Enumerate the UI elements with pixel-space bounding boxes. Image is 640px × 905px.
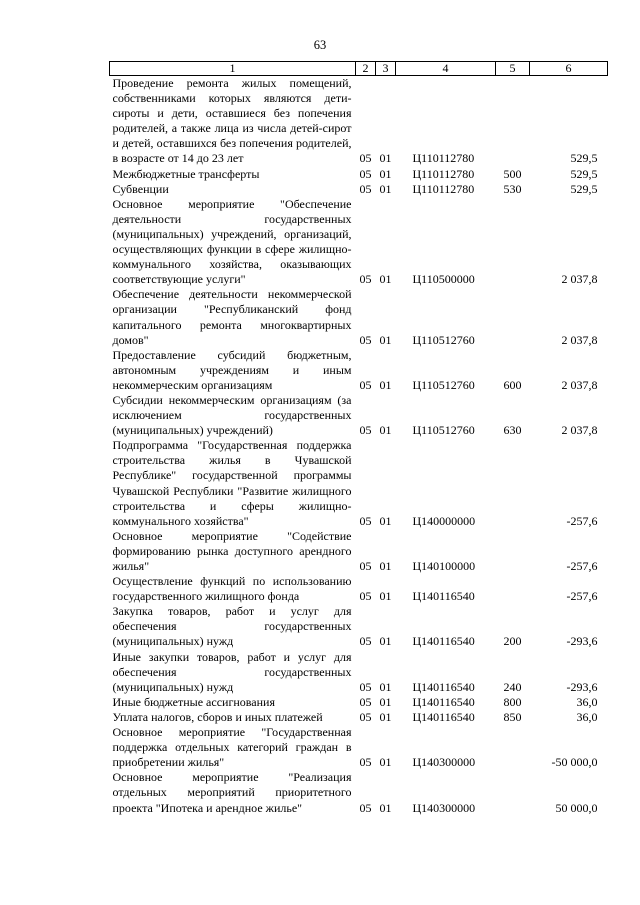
row-amount-cell: 2 037,8 bbox=[561, 377, 598, 392]
row-name-cell bbox=[110, 650, 356, 695]
row-name-cell bbox=[110, 695, 356, 710]
row-section-cell: 05 bbox=[359, 377, 372, 392]
table-row bbox=[110, 182, 608, 197]
row-target-article-cell: Ц140116540 bbox=[412, 679, 475, 694]
row-section-cell: 05 bbox=[359, 181, 372, 196]
row-name-text: Субсидии некоммерческим организациям (за исключением государственных (муниципальных) учреждений) bbox=[112, 392, 352, 438]
row-name-text: Основное мероприятие "Государственная поддержка отдельных категорий граждан в приобретении жилья" bbox=[112, 725, 352, 770]
row-amount-cell: -257,6 bbox=[566, 559, 598, 573]
row-subsection-cell: 01 bbox=[379, 151, 392, 166]
header-cell-name: 1 bbox=[110, 62, 356, 76]
row-amount-cell: -293,6 bbox=[566, 679, 598, 694]
row-name-cell bbox=[110, 167, 356, 182]
row-section-cell: 05 bbox=[359, 589, 372, 604]
row-subsection-cell: 01 bbox=[379, 800, 392, 815]
row-target-article-cell: Ц140116540 bbox=[412, 694, 475, 709]
row-target-article-cell: Ц140116540 bbox=[412, 589, 475, 604]
row-name-text: Подпрограмма "Государственная поддержка строительства жилья в Чувашской Республике" государственной программы Чувашской Республики "Развитие жилищного строительства и сферы жилищно-коммунального хозяйства" bbox=[112, 438, 352, 528]
row-expense-type-cell bbox=[496, 529, 530, 574]
table-row bbox=[110, 710, 608, 725]
row-name-text: Обеспечение деятельности некоммерческой организации "Республиканский фонд капитального ремонта многоквартирных домов" bbox=[112, 287, 352, 347]
header-cell-section: 2 bbox=[356, 62, 376, 76]
row-subsection-cell: 01 bbox=[379, 332, 392, 347]
row-expense-type-cell bbox=[496, 438, 530, 529]
row-section-cell: 05 bbox=[359, 800, 372, 815]
header-cell-target-article: 4 bbox=[396, 62, 496, 76]
row-subsection-cell: 01 bbox=[379, 181, 392, 196]
row-section-cell: 05 bbox=[359, 166, 372, 181]
row-expense-type-cell: 200 bbox=[503, 634, 522, 649]
table-row bbox=[110, 348, 608, 393]
row-name-text: Основное мероприятие "Содействие формированию рынка доступного арендного жилья" bbox=[112, 528, 352, 573]
row-name-cell bbox=[110, 182, 356, 197]
row-subsection-cell: 01 bbox=[379, 423, 392, 438]
row-section-cell: 05 bbox=[359, 151, 372, 166]
row-expense-type-cell: 530 bbox=[503, 181, 522, 196]
row-name-cell bbox=[110, 348, 356, 393]
row-target-article-cell: Ц140300000 bbox=[412, 755, 476, 770]
row-name-cell bbox=[110, 529, 356, 574]
row-subsection-cell: 01 bbox=[379, 694, 392, 709]
table-row bbox=[110, 438, 608, 529]
row-target-article-cell: Ц110112780 bbox=[412, 181, 475, 196]
row-subsection-cell: 01 bbox=[379, 589, 392, 604]
row-name-cell bbox=[110, 438, 356, 529]
row-name-cell bbox=[110, 574, 356, 604]
row-section-cell: 05 bbox=[359, 679, 372, 694]
row-name-text: Основное мероприятие "Обеспечение деятельности государственных (муниципальных) учреждений, организаций, осуществляющих функции в сфере жилищно-коммунального хозяйства, оказывающих соответствующие услуги" bbox=[112, 196, 352, 287]
row-amount-cell: 36,0 bbox=[576, 694, 598, 709]
row-section-cell: 05 bbox=[359, 513, 372, 528]
table-row bbox=[110, 287, 608, 347]
table-row bbox=[110, 76, 608, 167]
row-amount-cell: -257,6 bbox=[566, 513, 598, 528]
row-subsection-cell: 01 bbox=[379, 679, 392, 694]
table-header-row bbox=[110, 62, 608, 76]
header-cell-expense-type: 5 bbox=[496, 62, 530, 76]
row-subsection-cell: 01 bbox=[379, 634, 392, 649]
table-row bbox=[110, 650, 608, 695]
row-name-text: Закупка товаров, работ и услуг для обеспечения государственных (муниципальных) нужд bbox=[112, 604, 352, 649]
row-name-cell bbox=[110, 725, 356, 770]
row-amount-cell: 2 037,8 bbox=[561, 272, 598, 287]
table-row bbox=[110, 604, 608, 649]
row-target-article-cell: Ц110500000 bbox=[412, 272, 475, 287]
row-target-article-cell: Ц110112780 bbox=[412, 151, 475, 166]
row-section-cell: 05 bbox=[359, 694, 372, 709]
row-section-cell: 05 bbox=[359, 709, 372, 724]
row-expense-type-cell bbox=[496, 770, 530, 815]
row-expense-type-cell: 800 bbox=[503, 694, 522, 709]
row-amount-cell: -293,6 bbox=[566, 634, 598, 649]
row-name-cell bbox=[110, 770, 356, 815]
row-subsection-cell: 01 bbox=[379, 709, 392, 724]
budget-table bbox=[109, 61, 608, 816]
row-expense-type-cell: 850 bbox=[503, 709, 522, 724]
row-name-text: Проведение ремонта жилых помещений, собственниками которых являются дети-сироты и дети, оставшиеся без попечения родителей, а также лица из числа детей-сирот и детей, оставшихся без попечения родителей, в возрасте от 14 до 23 лет bbox=[112, 76, 352, 166]
row-section-cell: 05 bbox=[359, 559, 372, 573]
row-name-text: Предоставление субсидий бюджетным, автономным учреждениям и иным некоммерческим организациям bbox=[112, 347, 352, 392]
table-row bbox=[110, 770, 608, 815]
row-name-text: Субвенции bbox=[112, 181, 169, 196]
table-row bbox=[110, 197, 608, 288]
row-expense-type-cell: 240 bbox=[503, 679, 522, 694]
row-amount-cell: 50 000,0 bbox=[555, 800, 598, 815]
row-target-article-cell: Ц110112780 bbox=[412, 166, 475, 181]
row-name-cell bbox=[110, 287, 356, 347]
row-expense-type-cell: 630 bbox=[503, 423, 522, 438]
row-subsection-cell: 01 bbox=[379, 755, 392, 770]
row-expense-type-cell: 600 bbox=[503, 377, 522, 392]
row-name-cell bbox=[110, 197, 356, 288]
row-amount-cell: 2 037,8 bbox=[561, 423, 598, 438]
row-target-article-cell: Ц140000000 bbox=[412, 513, 476, 528]
row-section-cell: 05 bbox=[359, 634, 372, 649]
row-subsection-cell: 01 bbox=[379, 559, 392, 573]
row-amount-cell: 529,5 bbox=[570, 166, 598, 181]
row-target-article-cell: Ц140300000 bbox=[412, 800, 476, 815]
header-cell-amount: 6 bbox=[530, 62, 608, 76]
table-row bbox=[110, 529, 608, 574]
row-amount-cell: -257,6 bbox=[566, 589, 598, 604]
row-name-text: Иные бюджетные ассигнования bbox=[112, 694, 275, 709]
row-target-article-cell: Ц140116540 bbox=[412, 709, 475, 724]
row-amount-cell: 2 037,8 bbox=[561, 332, 598, 347]
table-body bbox=[110, 76, 608, 816]
row-target-article-cell: Ц110512760 bbox=[412, 377, 475, 392]
row-section-cell: 05 bbox=[359, 423, 372, 438]
page-number: 63 bbox=[313, 38, 327, 52]
table-row bbox=[110, 695, 608, 710]
row-expense-type-cell bbox=[496, 76, 530, 167]
row-amount-cell: -50 000,0 bbox=[551, 755, 598, 770]
row-amount-cell: 529,5 bbox=[570, 181, 598, 196]
row-name-cell bbox=[110, 76, 356, 167]
row-name-cell bbox=[110, 393, 356, 438]
row-target-article-cell: Ц110512760 bbox=[412, 332, 475, 347]
row-target-article-cell: Ц110512760 bbox=[412, 423, 475, 438]
row-name-cell bbox=[110, 604, 356, 649]
row-expense-type-cell bbox=[496, 725, 530, 770]
row-section-cell: 05 bbox=[359, 332, 372, 347]
row-name-text: Иные закупки товаров, работ и услуг для обеспечения государственных (муниципальных) нужд bbox=[112, 649, 352, 694]
row-name-text: Осуществление функций по использованию государственного жилищного фонда bbox=[112, 574, 352, 604]
row-subsection-cell: 01 bbox=[379, 272, 392, 287]
row-name-cell bbox=[110, 710, 356, 725]
row-expense-type-cell bbox=[496, 197, 530, 288]
row-subsection-cell: 01 bbox=[379, 513, 392, 528]
table-row bbox=[110, 574, 608, 604]
row-name-text: Основное мероприятие "Реализация отдельных мероприятий приоритетного проекта "Ипотека и арендное жилье" bbox=[112, 770, 352, 815]
row-section-cell: 05 bbox=[359, 272, 372, 287]
row-expense-type-cell bbox=[496, 287, 530, 347]
row-subsection-cell: 01 bbox=[379, 166, 392, 181]
header-cell-subsection: 3 bbox=[376, 62, 396, 76]
row-amount-cell: 36,0 bbox=[576, 709, 598, 724]
table-row bbox=[110, 393, 608, 438]
row-subsection-cell: 01 bbox=[379, 377, 392, 392]
row-expense-type-cell bbox=[496, 574, 530, 604]
table-row bbox=[110, 725, 608, 770]
row-target-article-cell: Ц140100000 bbox=[412, 559, 476, 573]
row-target-article-cell: Ц140116540 bbox=[412, 634, 475, 649]
row-section-cell: 05 bbox=[359, 755, 372, 770]
table-row bbox=[110, 167, 608, 182]
row-expense-type-cell: 500 bbox=[503, 166, 522, 181]
row-name-text: Межбюджетные трансферты bbox=[112, 166, 260, 181]
row-name-text: Уплата налогов, сборов и иных платежей bbox=[112, 709, 323, 724]
row-amount-cell: 529,5 bbox=[570, 151, 598, 166]
